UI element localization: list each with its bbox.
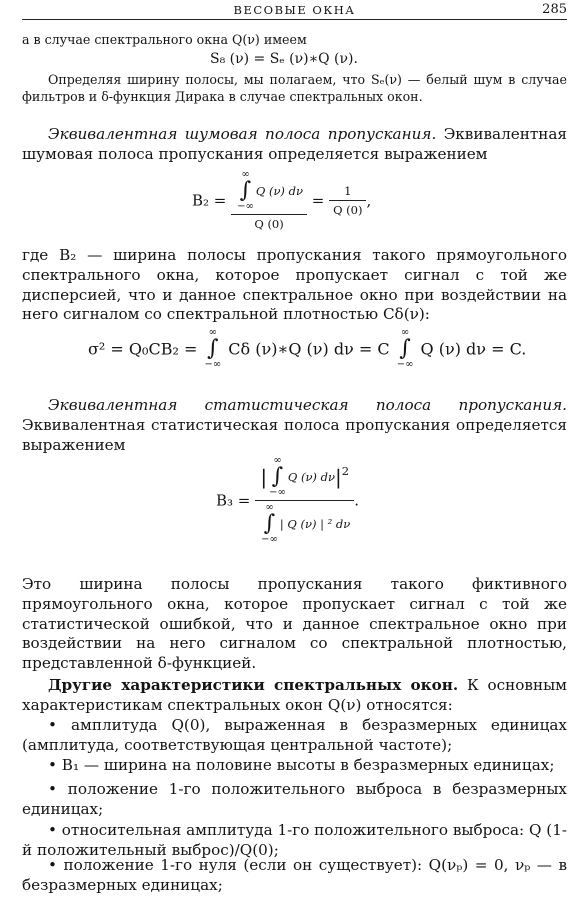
formula-b3: B₃ = | ∞ ∫ −∞ Q (ν) $d\nu|^2$ ∞ ∫ −∞ | Q (ν) | ² dν . bbox=[216, 455, 360, 545]
formula-b3-numerator: | ∞ ∫ −∞ Q (ν) $d\nu|^2$ bbox=[260, 455, 350, 498]
section-other-characteristics bbox=[22, 676, 567, 716]
formula-sigma: σ² = Q₀CB₂ = ∞ ∫ −∞ Cδ (ν)∗Q (ν) dν = C ∞ ∫ −∞ Q (ν) dν = C. bbox=[88, 327, 527, 370]
integral-sign: ∞ ∫ −∞ bbox=[237, 169, 254, 212]
paragraph-b2-definition: где B₂ — ширина полосы пропускания такого прямоугольного спектрального окна, которое пропускает сигнал с той же дисперсией, что и данное спектральное окно при воздействии на него сигналом со спектральной плотностью Cδ(ν): bbox=[22, 246, 567, 324]
list-item: • положение 1-го нуля (если он существует): Q(νₚ) = 0, νₚ — в безразмерных единицах; bbox=[22, 856, 567, 894]
formula-b2-fraction2: $\frac{1}{Q (0)}$ bbox=[329, 184, 366, 217]
section-noise-bandwidth bbox=[22, 125, 567, 165]
list-item: • положение 1-го положительного выброса в безразмерных единицах; bbox=[22, 780, 567, 818]
list-item: • B₁ — ширина на половине высоты в безразмерных единицах; bbox=[48, 756, 555, 774]
intro-line: а в случае спектрального окна Q(ν) имеем bbox=[22, 32, 307, 47]
running-title: ВЕСОВЫЕ ОКНА bbox=[233, 3, 356, 17]
list-item: • относительная амплитуда 1-го положительного выброса: Q (1-й положительный выброс)/Q(0); bbox=[22, 821, 567, 859]
formula-b2-denominator: Q (0) bbox=[231, 214, 307, 231]
intro-formula: S₈ (ν) = Sₑ (ν)∗Q (ν). bbox=[210, 51, 358, 67]
formula-b3-lhs: B₃ = bbox=[216, 491, 251, 510]
section-noise-heading: Эквивалентная шумовая полоса пропускания. bbox=[48, 125, 437, 143]
integral-sign: ∞ ∫ −∞ bbox=[396, 327, 414, 370]
section-other-text: К основным характеристикам спектральных окон Q(ν) относятся: bbox=[22, 676, 567, 714]
paragraph-b3-definition: Это ширина полосы пропускания такого фиктивного прямоугольного окна, которое пропускает сигнал с той же статистической ошибкой, что и данное спектральное окно при воздействии на него сигналом со спектральной плотностью, представленной δ-функцией. bbox=[22, 575, 567, 673]
formula-b3-fraction bbox=[255, 456, 354, 545]
integral-sign: ∞ ∫ −∞ bbox=[261, 502, 278, 545]
section-statistical-heading: Эквивалентная статистическая полоса пропускания. bbox=[48, 396, 567, 414]
page-number: 285 bbox=[542, 2, 567, 17]
integral-sign: ∞ ∫ −∞ bbox=[204, 327, 222, 370]
formula-b2-lhs: B₂ = bbox=[192, 191, 227, 210]
list-item: • амплитуда Q(0), выраженная в безразмерных единицах (амплитуда, соответствующая центральной частоте); bbox=[22, 716, 567, 754]
section-noise-text: Эквивалентная шумовая полоса пропускания определяется выражением bbox=[22, 125, 568, 163]
formula-b3-denominator: ∞ ∫ −∞ | Q (ν) | ² dν bbox=[255, 500, 354, 545]
formula-b2: B₂ = ∞ ∫ −∞ Q (ν) dν Q (0) = $\frac{1}{Q (0)}$ , bbox=[192, 169, 372, 231]
running-header bbox=[22, 0, 567, 20]
formula-b2-numerator: ∞ ∫ −∞ Q (ν) dν bbox=[237, 169, 303, 212]
section-other-heading: Другие характеристики спектральных окон. bbox=[48, 676, 459, 694]
section-statistical-bandwidth bbox=[22, 396, 567, 455]
integral-sign: ∞ ∫ −∞ bbox=[269, 455, 286, 498]
intro-paragraph: Определяя ширину полосы, мы полагаем, что Sₑ(ν) — белый шум в случае фильтров и δ-функция Дирака в случае спектральных окон. bbox=[22, 72, 567, 104]
formula-b2-fraction bbox=[231, 170, 307, 231]
header-rule bbox=[22, 19, 567, 20]
section-statistical-text: Эквивалентная статистическая полоса пропускания определяется выражением bbox=[22, 415, 567, 454]
